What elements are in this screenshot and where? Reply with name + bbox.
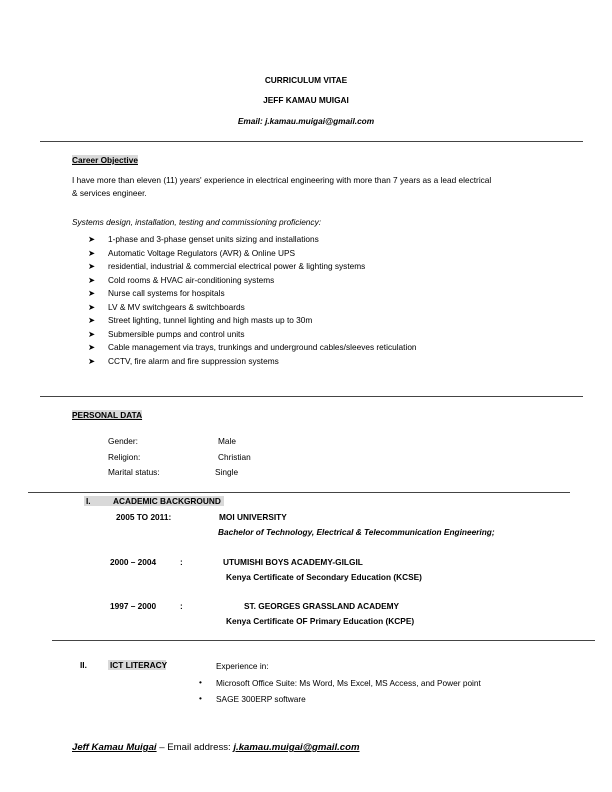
personal-label: Religion: xyxy=(108,451,141,462)
list-item xyxy=(88,302,245,312)
arrow-bullet-icon: ➤ xyxy=(88,342,95,352)
bullet-icon: • xyxy=(199,693,202,703)
footer-name: Jeff Kamau Muigai xyxy=(72,742,157,753)
list-item-text: residential, industrial & commercial electrical power & lighting systems xyxy=(108,261,366,271)
academic-heading-bar xyxy=(84,496,224,506)
list-item xyxy=(88,288,225,298)
career-summary-1: I have more than eleven (11) years' experience in electrical engineering with more than 7 years as a lead electrical xyxy=(72,175,492,185)
email-label: Email: xyxy=(237,116,263,126)
academic-years: 2000 – 2004 xyxy=(110,557,157,567)
academic-years: 2005 TO 2011: xyxy=(116,512,172,522)
personal-heading: PERSONAL DATA xyxy=(72,410,143,420)
career-heading: Career Objective xyxy=(72,155,138,165)
list-item-text: CCTV, fire alarm and fire suppression systems xyxy=(108,355,279,366)
footer-separator: – Email address: xyxy=(156,742,234,753)
list-item xyxy=(88,234,319,244)
arrow-bullet-icon: ➤ xyxy=(88,234,95,244)
personal-value: Male xyxy=(218,436,236,446)
list-item-text: 1-phase and 3-phase genset units sizing and installations xyxy=(108,234,319,244)
document-title: CURRICULUM VITAE xyxy=(264,75,348,85)
list-item-text: Nurse call systems for hospitals xyxy=(108,288,225,298)
academic-school: MOI UNIVERSITY xyxy=(219,512,287,522)
personal-value: Single xyxy=(215,467,239,477)
arrow-bullet-icon: ➤ xyxy=(88,301,95,312)
ict-item: SAGE 300ERP software xyxy=(216,694,306,704)
academic-award: Kenya Certificate OF Primary Education (KCPE) xyxy=(226,616,415,626)
academic-award: Kenya Certificate of Secondary Education (KCSE) xyxy=(226,572,422,582)
divider xyxy=(40,141,583,142)
arrow-bullet-icon: ➤ xyxy=(88,328,95,339)
section-numeral: II. xyxy=(80,660,87,670)
arrow-bullet-icon: ➤ xyxy=(88,261,95,271)
footer-email[interactable]: j.kamau.muigai@gmail.com xyxy=(233,742,360,753)
candidate-name: JEFF KAMAU MUIGAI xyxy=(263,95,349,105)
academic-heading: ACADEMIC BACKGROUND xyxy=(113,496,221,506)
arrow-bullet-icon: ➤ xyxy=(88,288,95,298)
bullet-icon: • xyxy=(199,677,202,687)
section-numeral: I. xyxy=(86,496,91,506)
list-item-text: Automatic Voltage Regulators (AVR) & Online UPS xyxy=(108,247,296,258)
email-value[interactable]: j.kamau.muigai@gmail.com xyxy=(265,116,375,126)
list-item xyxy=(88,275,274,285)
personal-label: Gender: xyxy=(108,436,138,446)
academic-school: UTUMISHI BOYS ACADEMY-GILGIL xyxy=(223,557,363,567)
list-item xyxy=(88,315,312,325)
ict-intro: Experience in: xyxy=(216,661,269,671)
header-email xyxy=(0,116,612,126)
divider xyxy=(28,492,570,493)
academic-colon: : xyxy=(180,557,183,567)
list-item-text: Submersible pumps and control units xyxy=(108,328,245,339)
list-item xyxy=(88,329,245,339)
academic-school: ST. GEORGES GRASSLAND ACADEMY xyxy=(244,601,400,611)
list-item-text: Street lighting, tunnel lighting and high masts up to 30m xyxy=(108,315,313,325)
academic-award: Bachelor of Technology, Electrical & Telecommunication Engineering; xyxy=(218,527,495,537)
list-item xyxy=(88,342,417,352)
divider xyxy=(52,640,595,641)
personal-value: Christian xyxy=(218,451,251,462)
list-item-text: Cold rooms & HVAC air-conditioning systems xyxy=(108,274,275,285)
academic-years: 1997 – 2000 xyxy=(110,601,157,611)
list-item-text: LV & MV switchgears & switchboards xyxy=(108,301,245,312)
list-item-text: Cable management via trays, trunkings and underground cables/sleeves reticulation xyxy=(108,342,417,352)
arrow-bullet-icon: ➤ xyxy=(88,355,95,366)
arrow-bullet-icon: ➤ xyxy=(88,247,95,258)
arrow-bullet-icon: ➤ xyxy=(88,315,95,325)
ict-item: Microsoft Office Suite: Ms Word, Ms Excel, MS Access, and Power point xyxy=(216,678,481,688)
list-item xyxy=(88,261,365,271)
arrow-bullet-icon: ➤ xyxy=(88,274,95,285)
ict-heading: ICT LITERACY xyxy=(110,660,168,670)
personal-label: Marital status: xyxy=(108,467,160,477)
career-subheading: Systems design, installation, testing and commissioning proficiency: xyxy=(72,217,322,227)
divider xyxy=(40,396,583,397)
list-item xyxy=(88,356,279,366)
footer xyxy=(72,742,360,753)
academic-colon: : xyxy=(180,601,183,611)
list-item xyxy=(88,248,295,258)
career-summary-2: & services engineer. xyxy=(72,188,147,198)
